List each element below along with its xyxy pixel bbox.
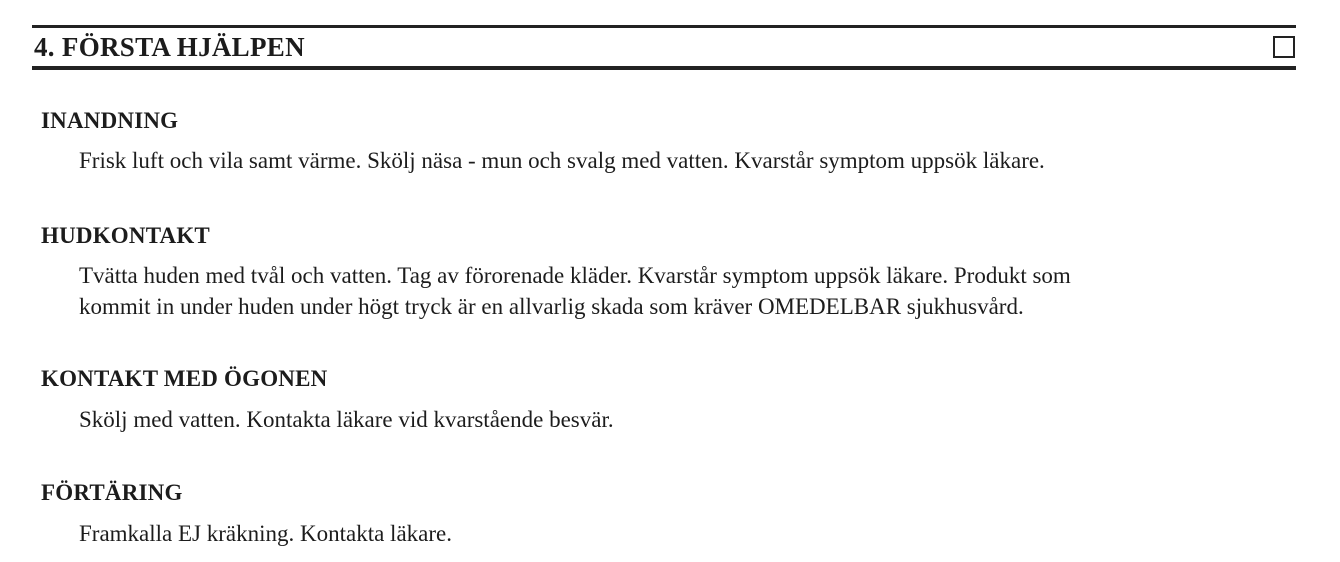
text-line: Skölj med vatten. Kontakta läkare vid kvarstående besvär.	[79, 407, 614, 432]
text-kontakt-med-ogonen	[79, 404, 614, 435]
heading-hudkontakt: HUDKONTAKT	[41, 223, 210, 248]
heading-fortaring: FÖRTÄRING	[41, 480, 183, 505]
text-fortaring	[79, 518, 452, 549]
heading-inandning: INANDNING	[41, 108, 179, 133]
text-hudkontakt	[79, 260, 1071, 322]
text-line: Frisk luft och vila samt värme. Skölj näsa - mun och svalg med vatten. Kvarstår symptom uppsök läkare.	[79, 148, 1045, 173]
heading-kontakt-med-ogonen: KONTAKT MED ÖGONEN	[41, 366, 328, 391]
section-checkbox[interactable]	[1273, 36, 1295, 58]
section-title: 4. FÖRSTA HJÄLPEN	[34, 32, 305, 62]
text-line: Tvätta huden med tvål och vatten. Tag av förorenade kläder. Kvarstår symptom uppsök läkare. Produkt som	[79, 263, 1071, 288]
text-line: kommit in under huden under högt tryck är en allvarlig skada som kräver OMEDELBAR sjukhusvård.	[79, 294, 1024, 319]
text-line: Framkalla EJ kräkning. Kontakta läkare.	[79, 521, 452, 546]
section-header	[32, 25, 1296, 70]
text-inandning	[79, 145, 1045, 176]
